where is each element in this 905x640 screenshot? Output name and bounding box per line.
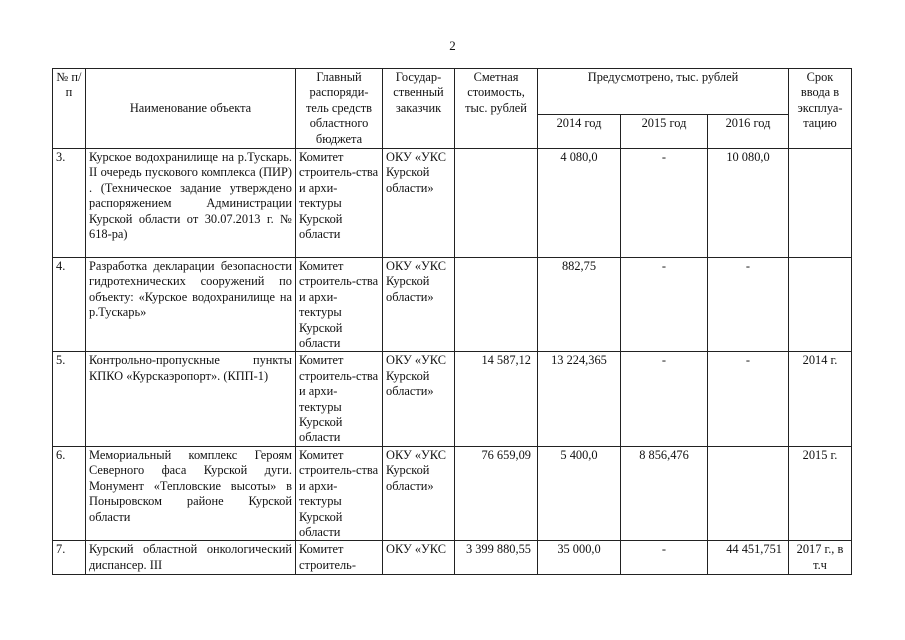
cell-cost xyxy=(455,149,538,258)
header-term: Срок ввода в эксплуа-тацию xyxy=(789,69,852,149)
cell-2016: 10 080,0 xyxy=(708,149,789,258)
header-2015: 2015 год xyxy=(621,115,708,149)
cell-cost: 3 399 880,55 xyxy=(455,541,538,575)
cell-2015: - xyxy=(621,149,708,258)
cell-2016: - xyxy=(708,352,789,446)
cell-manager: Комитет строитель-ства и архи-тектуры Курской области xyxy=(296,149,383,258)
table-row xyxy=(53,352,852,446)
cell-2014: 4 080,0 xyxy=(538,149,621,258)
cell-2015: 8 856,476 xyxy=(621,446,708,540)
table-row xyxy=(53,446,852,540)
cell-2014: 882,75 xyxy=(538,258,621,352)
cell-num: 6. xyxy=(53,446,86,540)
cell-2016 xyxy=(708,446,789,540)
cell-2014: 13 224,365 xyxy=(538,352,621,446)
cell-2014: 35 000,0 xyxy=(538,541,621,575)
table-row xyxy=(53,149,852,258)
cell-num: 4. xyxy=(53,258,86,352)
cell-customer: ОКУ «УКС Курской области» xyxy=(383,149,455,258)
header-2014: 2014 год xyxy=(538,115,621,149)
cell-cost: 76 659,09 xyxy=(455,446,538,540)
table-row xyxy=(53,541,852,575)
cell-2016: 44 451,751 xyxy=(708,541,789,575)
cell-name: Курский областной онкологический диспансер. III xyxy=(86,541,296,575)
cell-customer: ОКУ «УКС Курской области» xyxy=(383,258,455,352)
cell-term xyxy=(789,258,852,352)
cell-2015: - xyxy=(621,541,708,575)
cell-num: 3. xyxy=(53,149,86,258)
header-num: № п/п xyxy=(53,69,86,149)
cell-name: Разработка декларации безопасности гидротехнических сооружений по объекту: «Курское водохранилище на р.Тускарь» xyxy=(86,258,296,352)
cell-manager: Комитет строитель-ства и архи-тектуры Курской области xyxy=(296,352,383,446)
page-number: 2 xyxy=(449,38,456,53)
cell-name: Курское водохранилище на р.Тускарь. II очередь пускового комплекса (ПИР) . (Техническое задание утверждено распоряжением Администрации Курской области от 30.07.2013 г. № 618-ра) xyxy=(86,149,296,258)
cell-customer: ОКУ «УКС Курской области» xyxy=(383,446,455,540)
cell-num: 5. xyxy=(53,352,86,446)
cell-term: 2014 г. xyxy=(789,352,852,446)
table-row xyxy=(53,258,852,352)
cell-term: 2017 г., в т.ч xyxy=(789,541,852,575)
header-planned: Предусмотрено, тыс. рублей xyxy=(538,69,789,115)
cell-term xyxy=(789,149,852,258)
cell-manager: Комитет строитель- xyxy=(296,541,383,575)
header-name: Наименование объекта xyxy=(86,69,296,149)
header-2016: 2016 год xyxy=(708,115,789,149)
cell-2014: 5 400,0 xyxy=(538,446,621,540)
cell-customer: ОКУ «УКС Курской области» xyxy=(383,352,455,446)
cell-name: Контрольно-пропускные пункты КПКО «Курскаэропорт». (КПП-1) xyxy=(86,352,296,446)
header-manager: Главный распоряди-тель средств областного бюджета xyxy=(296,69,383,149)
cell-manager: Комитет строитель-ства и архи-тектуры Курской области xyxy=(296,446,383,540)
cell-2015: - xyxy=(621,352,708,446)
cell-cost xyxy=(455,258,538,352)
cell-term: 2015 г. xyxy=(789,446,852,540)
cell-manager: Комитет строитель-ства и архи-тектуры Курской области xyxy=(296,258,383,352)
investment-table xyxy=(52,68,852,575)
cell-customer: ОКУ «УКС xyxy=(383,541,455,575)
cell-num: 7. xyxy=(53,541,86,575)
cell-2016: - xyxy=(708,258,789,352)
header-customer: Государ-ственный заказчик xyxy=(383,69,455,149)
cell-cost: 14 587,12 xyxy=(455,352,538,446)
page-bottom-margin xyxy=(0,600,905,640)
cell-2015: - xyxy=(621,258,708,352)
cell-name: Мемориальный комплекс Героям Северного фаса Курской дуги. Монумент «Тепловские высоты» в Поныровском районе Курской области xyxy=(86,446,296,540)
header-cost: Сметная стоимость, тыс. рублей xyxy=(455,69,538,149)
